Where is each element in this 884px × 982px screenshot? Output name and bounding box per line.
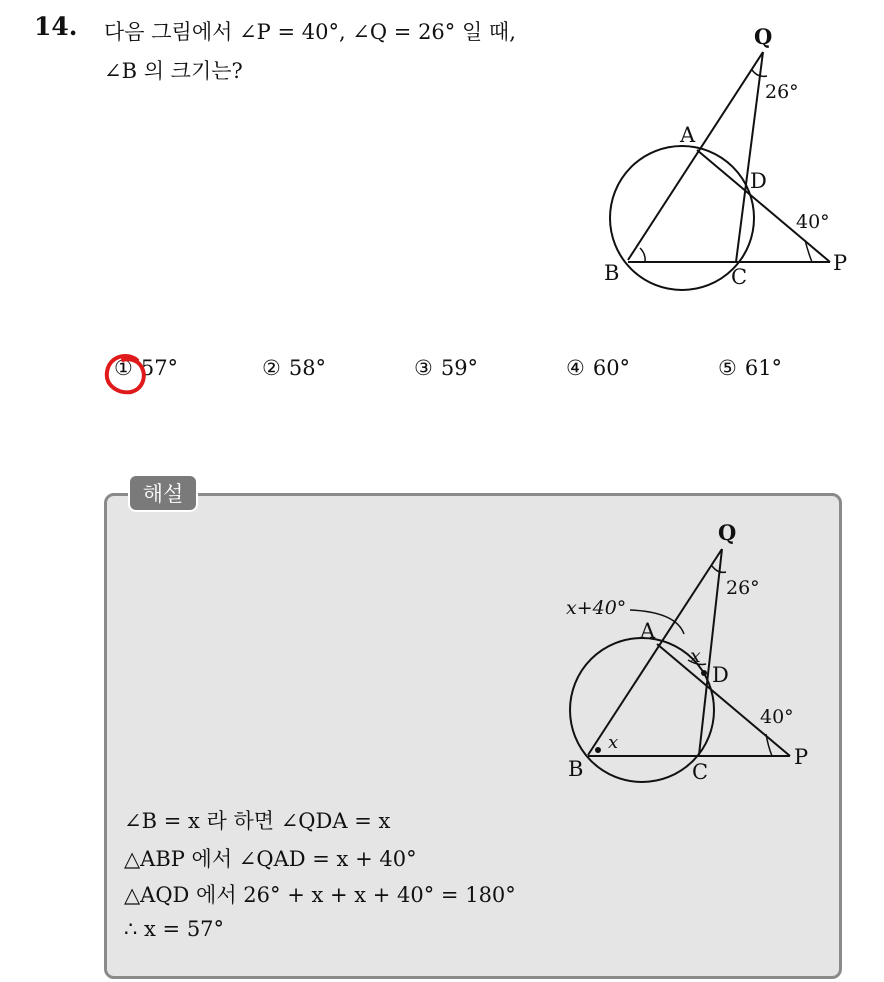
sol-label-d: D <box>712 663 729 687</box>
sol-angle-x-b-label: x <box>608 732 619 753</box>
choice-3-mark: ③ <box>414 356 433 380</box>
line-c-q <box>736 52 763 262</box>
choice-3-value: 59° <box>440 356 479 380</box>
sol-label-q: Q <box>718 520 737 545</box>
choice-5-value: 61° <box>744 356 783 380</box>
question-text-line2: ∠B 의 크기는? <box>104 59 243 83</box>
choice-1-value: 57° <box>140 356 179 380</box>
sol-line-a-p <box>657 644 790 756</box>
sol-label-p: P <box>794 745 809 769</box>
choice-4-mark: ④ <box>566 356 585 380</box>
label-a: A <box>680 123 696 147</box>
choice-5-mark: ⑤ <box>718 356 737 380</box>
label-b: B <box>604 261 620 285</box>
question-number: 14. <box>34 12 78 41</box>
solution-line-3: △AQD 에서 26° + x + x + 40° = 180° <box>124 883 516 907</box>
angle-arc-b <box>640 248 645 262</box>
line-b-q <box>628 52 763 260</box>
sol-dot-d <box>701 670 707 676</box>
line-a-p <box>697 150 830 262</box>
solution-figure <box>550 510 840 790</box>
choice-1-mark: ① <box>114 356 133 380</box>
sol-label-b: B <box>568 757 584 781</box>
sol-angle-x-d-label: x <box>690 645 701 667</box>
sol-angle-a-ext-label: x+40° <box>566 597 627 619</box>
solution-line-2: △ABP 에서 ∠QAD = x + 40° <box>124 847 417 871</box>
angle-p-label: 40° <box>796 211 830 233</box>
choice-2-mark: ② <box>262 356 281 380</box>
sol-label-a: A <box>640 619 656 643</box>
choice-4[interactable] <box>566 356 630 380</box>
label-c: C <box>731 265 748 289</box>
solution-line-4: ∴ x = 57° <box>124 917 225 941</box>
sol-dot-b <box>595 747 601 753</box>
solution-tab: 해설 <box>128 474 198 512</box>
choice-2-value: 58° <box>288 356 327 380</box>
solution-line-1: ∠B = x 라 하면 ∠QDA = x <box>124 809 391 833</box>
selected-answer-mark <box>103 352 151 396</box>
choice-5[interactable] <box>718 356 782 380</box>
sol-angle-p-label: 40° <box>760 706 794 728</box>
sol-label-c: C <box>692 760 709 784</box>
choice-4-value: 60° <box>592 356 631 380</box>
label-q: Q <box>754 24 773 49</box>
question-text-line1: 다음 그림에서 ∠P = 40°, ∠Q = 26° 일 때, <box>104 20 516 44</box>
label-d: D <box>750 169 767 193</box>
question-figure <box>590 20 870 300</box>
choice-3[interactable] <box>414 356 478 380</box>
sol-arc-a-ext <box>630 610 684 634</box>
choice-2[interactable] <box>262 356 326 380</box>
label-p: P <box>833 251 848 275</box>
sol-angle-q-label: 26° <box>726 577 760 599</box>
angle-q-label: 26° <box>765 81 799 103</box>
